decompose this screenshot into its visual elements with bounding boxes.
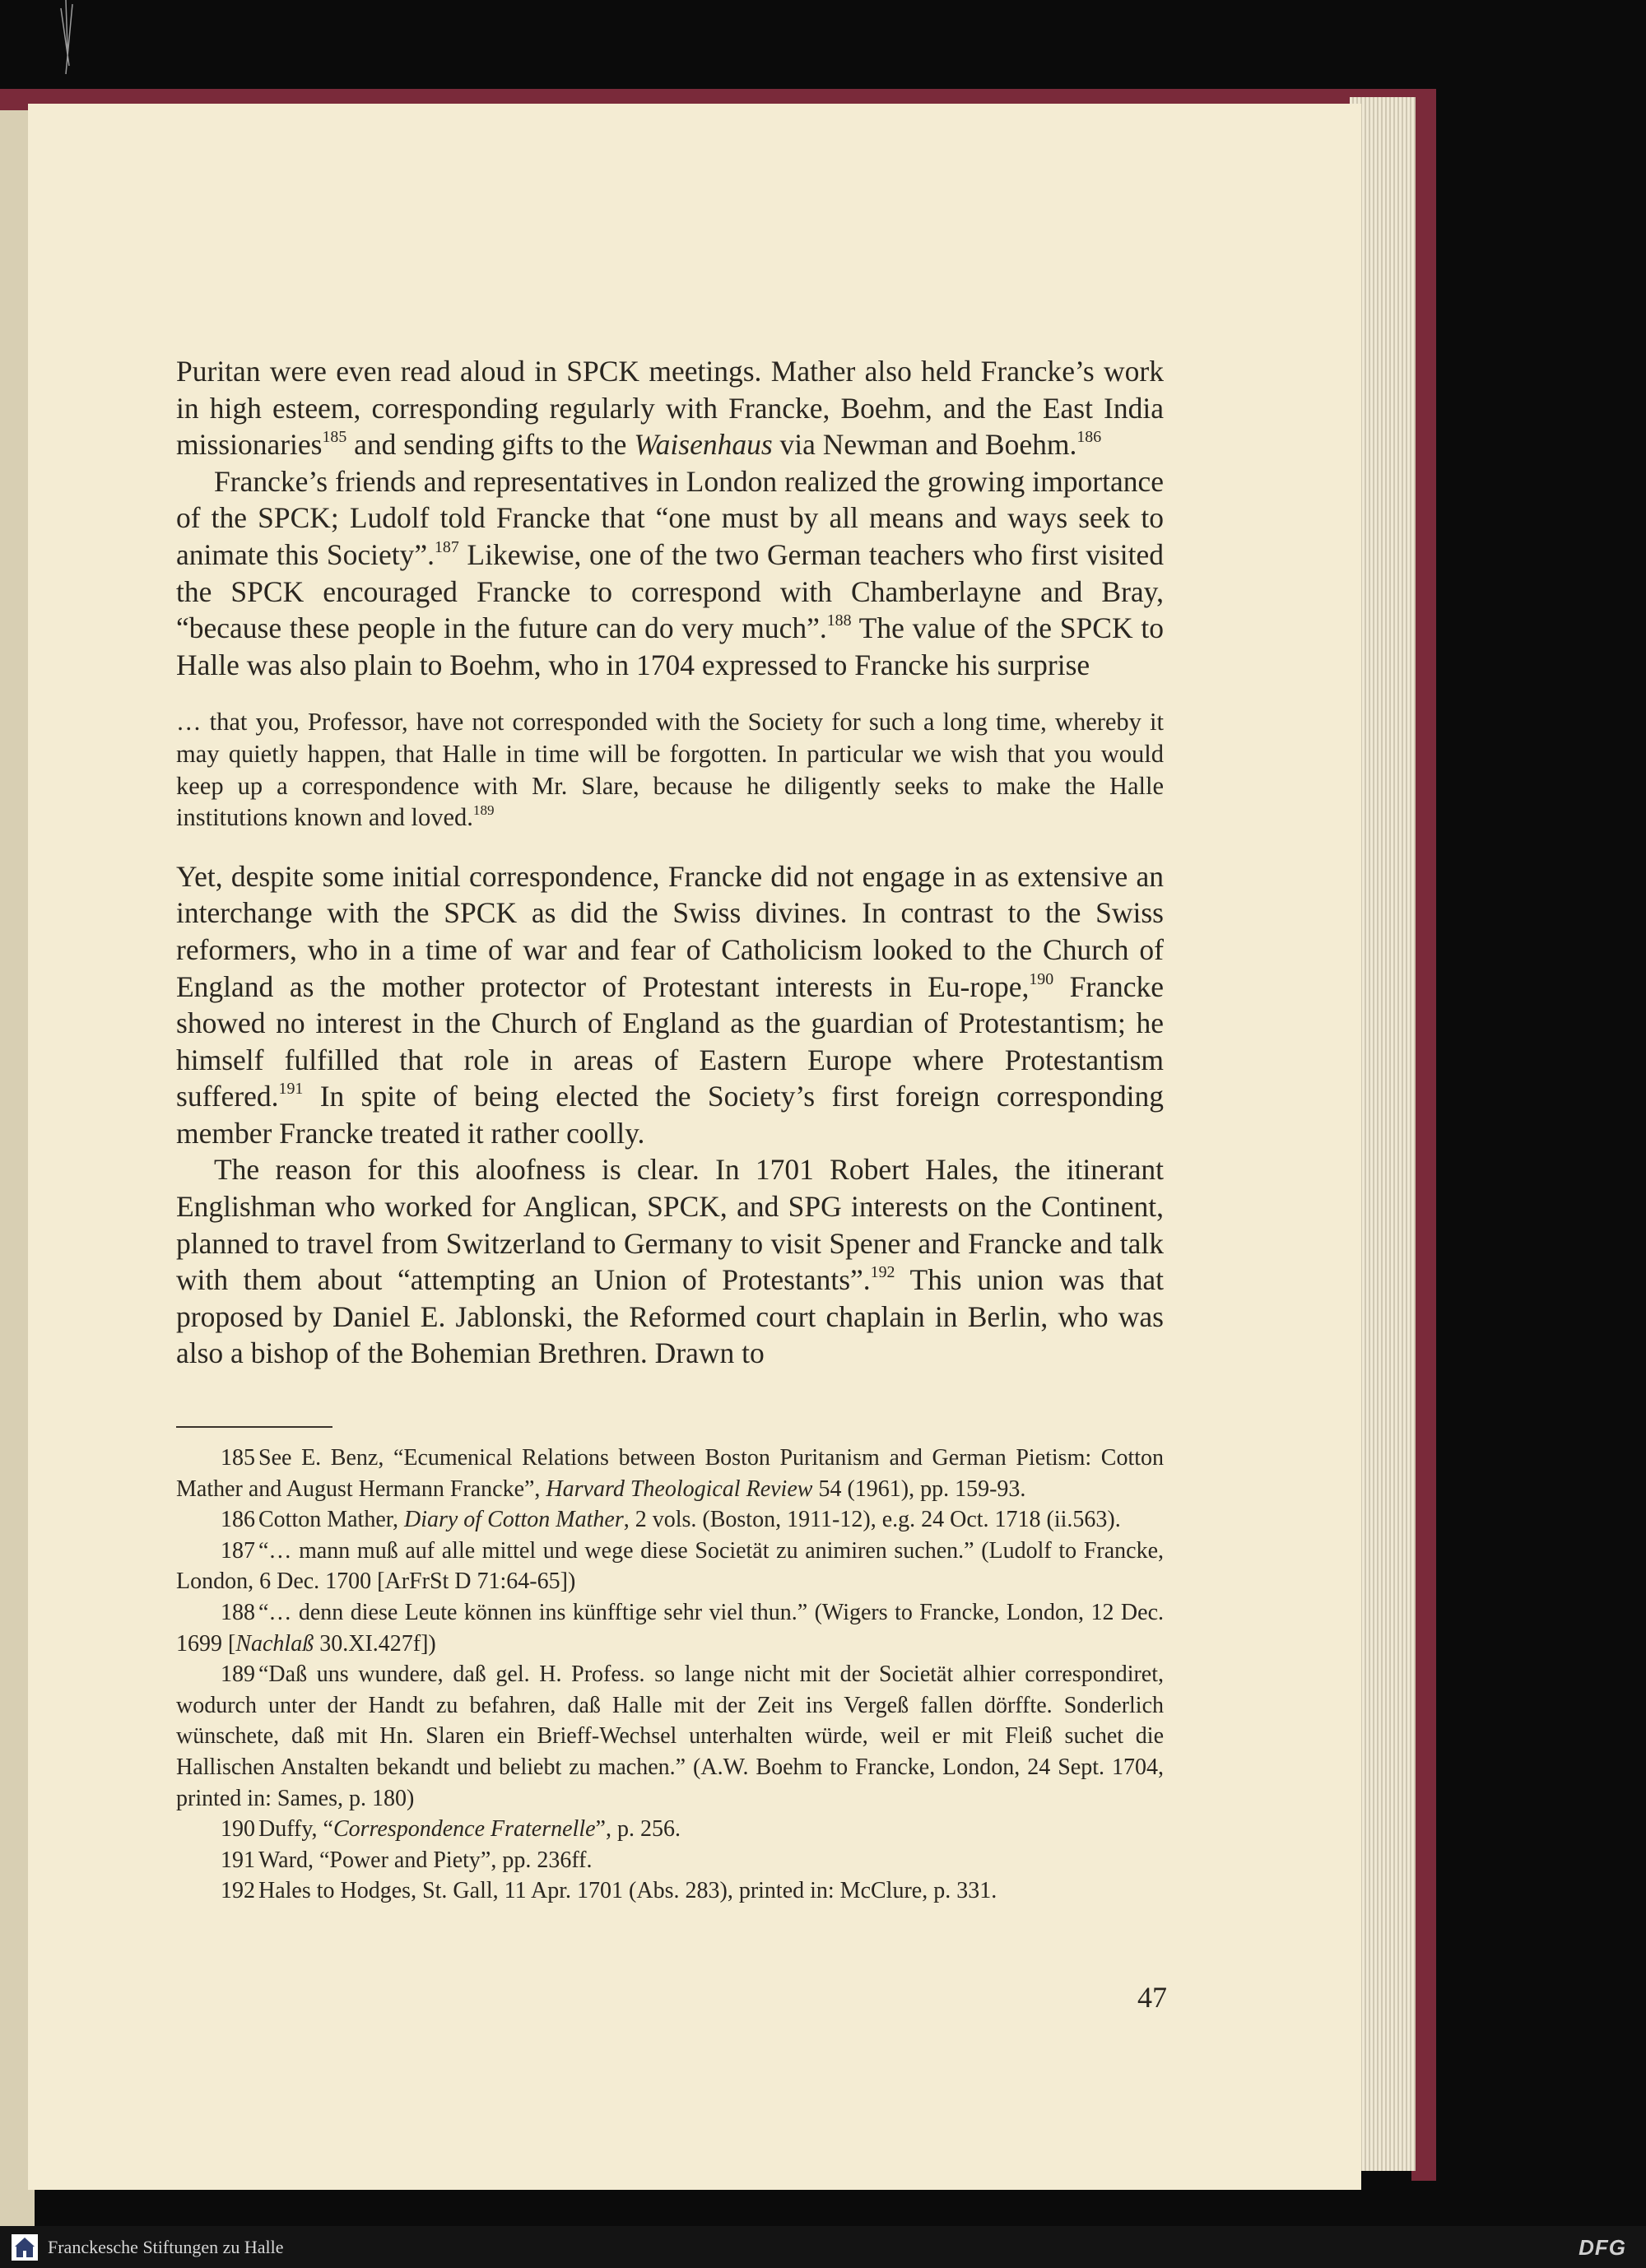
footnote-number: 192 [221, 1878, 255, 1904]
paragraph [176, 858, 1164, 1152]
text-run: “Daß uns wundere, daß gel. H. Profess. so lange nicht mit der Societät alhier correspondiret, wodurch unter der Handt zu befahren, daß Halle mit der Zeit ins Vergeß fallen dörffte. Sonderlich wünschete, daß mit Hn. Slaren ein Brieff-Wechsel unterhalten würde, weil er mit Fleiß suchet die Hallischen Anstalten bekandt und beliebt zu machen.” (A.W. Boehm to Francke, London, 24 Sept. 1704, printed in: Sames, p. 180) [176, 1661, 1164, 1811]
footnote-rule [176, 1426, 332, 1428]
footnote-ref[interactable]: 189 [472, 802, 495, 819]
footnote-number: 190 [221, 1816, 255, 1843]
footnote-ref[interactable]: 187 [435, 538, 459, 557]
text-run: “… denn diese Leute können ins künfftige sehr viel thun.” (Wigers to Francke, London, 12 Dec. 1699 [ [176, 1600, 1164, 1657]
footnotes [176, 1443, 1164, 1907]
body-paragraphs-top [176, 353, 1164, 683]
page-number: 47 [1137, 1981, 1167, 2014]
text-run: … that you, Professor, have not corresponded with the Society for such a long time, whereby it may quietly happen, that Halle in time will be forgotten. In particular we wish that you would keep up a correspondence with Mr. Slare, because he diligently seeks to make the Halle institutions known and loved. [176, 708, 1164, 832]
footnote-192 [176, 1875, 1164, 1907]
text-run: Duffy, “ [258, 1816, 333, 1843]
text-run: 30.XI.427f]) [314, 1630, 436, 1657]
footnote-ref[interactable]: 188 [826, 611, 852, 630]
thread-mark [49, 0, 82, 91]
footnote-ref[interactable]: 191 [278, 1080, 304, 1099]
footnote-191 [176, 1845, 1164, 1876]
text-run: Francke’s friends and representatives in London realized the growing importance of the SPCK; Ludolf told Francke that “one must by all means and ways seek to animate this Society”. [176, 464, 1164, 571]
text-run: Hales to Hodges, St. Gall, 11 Apr. 1701 (Abs. 283), printed in: McClure, p. 331. [258, 1878, 997, 1904]
footnote-189 [176, 1659, 1164, 1814]
footnote-ref[interactable]: 192 [870, 1263, 895, 1282]
footnote-185 [176, 1443, 1164, 1504]
text-run: In spite of being elected the Society’s first foreign corresponding member Francke treated it rather coolly. [176, 1080, 1164, 1150]
text-run: and sending gifts to the [346, 428, 635, 462]
paragraph [176, 1151, 1164, 1372]
italic-text: Diary of Cotton Mather [403, 1507, 624, 1533]
viewer-footer-bar [0, 2226, 1646, 2268]
book-page [28, 104, 1361, 2190]
footnote-number: 185 [221, 1445, 255, 1471]
footnote-188 [176, 1597, 1164, 1659]
paragraph [176, 463, 1164, 684]
body-paragraphs-bottom [176, 858, 1164, 1372]
text-run: Ward, “Power and Piety”, pp. 236ff. [258, 1847, 593, 1873]
text-run: 54 (1961), pp. 159-93. [812, 1476, 1026, 1502]
italic-text: Nachlaß [235, 1630, 314, 1657]
text-run: Puritan were even read aloud in SPCK meetings. Mather also held Francke’s work in high esteem, corresponding regularly with Francke, Boehm, and the East India missionaries [176, 355, 1164, 462]
italic-text: Harvard Theological Review [546, 1476, 813, 1502]
footnote-ref[interactable]: 190 [1029, 969, 1054, 988]
text-run: The value of the SPCK to Halle was also plain to Boehm, who in 1704 expressed to Francke his surprise [176, 611, 1164, 681]
footnote-number: 188 [221, 1600, 255, 1625]
footnote-187 [176, 1536, 1164, 1597]
italic-text: Correspondence Fraternelle [332, 1816, 596, 1843]
text-run: via Newman and Boehm. [772, 428, 1077, 462]
text-run: Francke showed no interest in the Church of England as the guardian of Protestantism; he himself fulfilled that role in areas of Eastern Europe where Protestantism suffered. [176, 969, 1164, 1113]
text-run: See E. Benz, “Ecumenical Relations between Boston Puritanism and German Pietism: Cotton Mather and August Hermann Francke”, [176, 1445, 1164, 1502]
text-run: Yet, despite some initial correspondence, Francke did not engage in as extensive an interchange with the SPCK as did the Swiss divines. In contrast to the Swiss reformers, who in a time of war and fear of Catholicism looked to the Church of England as the mother protector of Protestant interests in Eu-rope, [176, 859, 1164, 1003]
footnote-number: 187 [221, 1537, 255, 1564]
footnote-190 [176, 1814, 1164, 1845]
footnote-number: 189 [221, 1661, 255, 1688]
text-run: The reason for this aloofness is clear. In 1701 Robert Hales, the itinerant Englishman who worked for Anglican, SPCK, and SPG interests on the Continent, planned to travel from Switzerland to Germany to visit Spener and Francke and talk with them about “attempting an Union of Protestants”. [176, 1153, 1164, 1297]
paragraph [176, 353, 1164, 463]
page-content [176, 353, 1164, 1907]
text-run: ”, p. 256. [595, 1816, 681, 1843]
footnote-ref[interactable]: 185 [322, 428, 347, 447]
footnote-ref[interactable]: 186 [1076, 428, 1102, 447]
footnote-number: 186 [221, 1507, 255, 1533]
text-run: This union was that proposed by Daniel E. Jablonski, the Reformed court chaplain in Berlin, who was also a bishop of the Bohemian Brethren. Drawn to [176, 1263, 1164, 1370]
text-run: , 2 vols. (Boston, 1911-12), e.g. 24 Oct. 1718 (ii.563). [623, 1507, 1121, 1533]
dfg-logo: DFG [1579, 2235, 1626, 2260]
text-run: Cotton Mather, [258, 1507, 404, 1533]
italic-text: Waisenhaus [634, 428, 773, 462]
text-run: Likewise, one of the two German teachers who first visited the SPCK encouraged Francke to correspond with Chamberlayne and Bray, “because these people in the future can do very much”. [176, 537, 1164, 645]
footnote-186 [176, 1504, 1164, 1536]
franckesche-stiftungen-logo-icon[interactable] [12, 2234, 38, 2261]
text-run: “… mann muß auf alle mittel und wege diese Societät zu animiren suchen.” (Ludolf to Francke, London, 6 Dec. 1700 [ArFrSt D 71:64-65]) [176, 1537, 1164, 1595]
footnote-number: 191 [221, 1847, 255, 1873]
institution-link[interactable]: Franckesche Stiftungen zu Halle [48, 2237, 284, 2257]
block-quote [176, 706, 1164, 833]
